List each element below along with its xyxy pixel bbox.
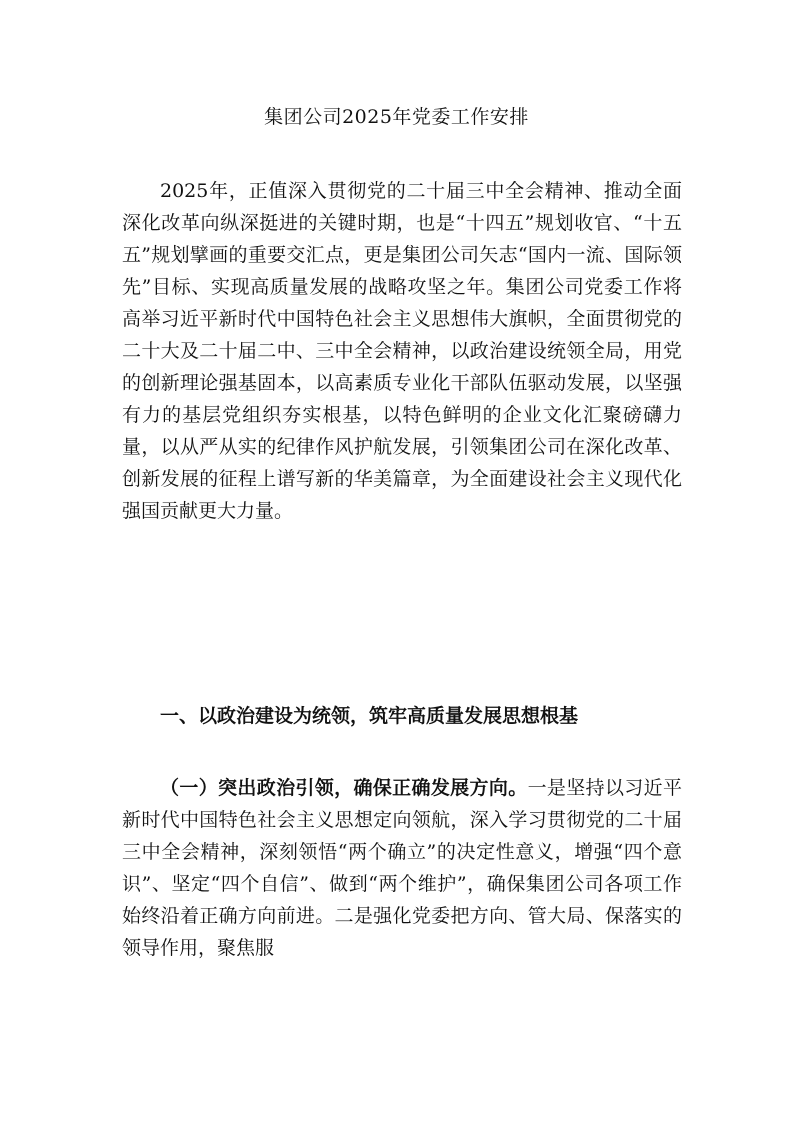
document-title: 集团公司2025年党委工作安排: [264, 106, 529, 128]
intro-paragraph: 2025年，正值深入贯彻党的二十届三中全会精神、推动全面深化改革向纵深挺进的关键时期，也是“十四五”规划收官、“十五五”规划擘画的重要交汇点，更是集团公司矢志“国内一流、国际领先”目标、实现高质量发展的战略攻坚之年。集团公司党委工作将高举习近平新时代中国特色社会主义思想伟大旗帜，全面贯彻党的二十大及二十届二中、三中全会精神，以政治建设统领全局，用党的创新理论强基固本，以高素质专业化干部队伍驱动发展，以坚强有力的基层党组织夯实根基，以特色鲜明的企业文化汇聚磅礴力量，以从严从实的纪律作风护航发展，引领集团公司在深化改革、创新发展的征程上谱写新的华美篇章，为全面建设社会主义现代化强国贡献更大力量。: [122, 180, 682, 522]
subsection-heading-1: （一）突出政治引领，确保正确发展方向。: [160, 777, 528, 799]
subsection-paragraph-1: [122, 772, 682, 964]
subsection-body-1: 一是坚持以习近平新时代中国特色社会主义思想定向领航，深入学习贯彻党的二十届三中全会精神，深刻领悟“两个确立”的决定性意义，增强“四个意识”、坚定“四个自信”、做到“两个维护”，确保集团公司各项工作始终沿着正确方向前进。二是强化党委把方向、管大局、保落实的领导作用，聚焦服: [122, 777, 682, 959]
section-heading-1: 一、以政治建设为统领，筑牢高质量发展思想根基: [160, 705, 579, 727]
